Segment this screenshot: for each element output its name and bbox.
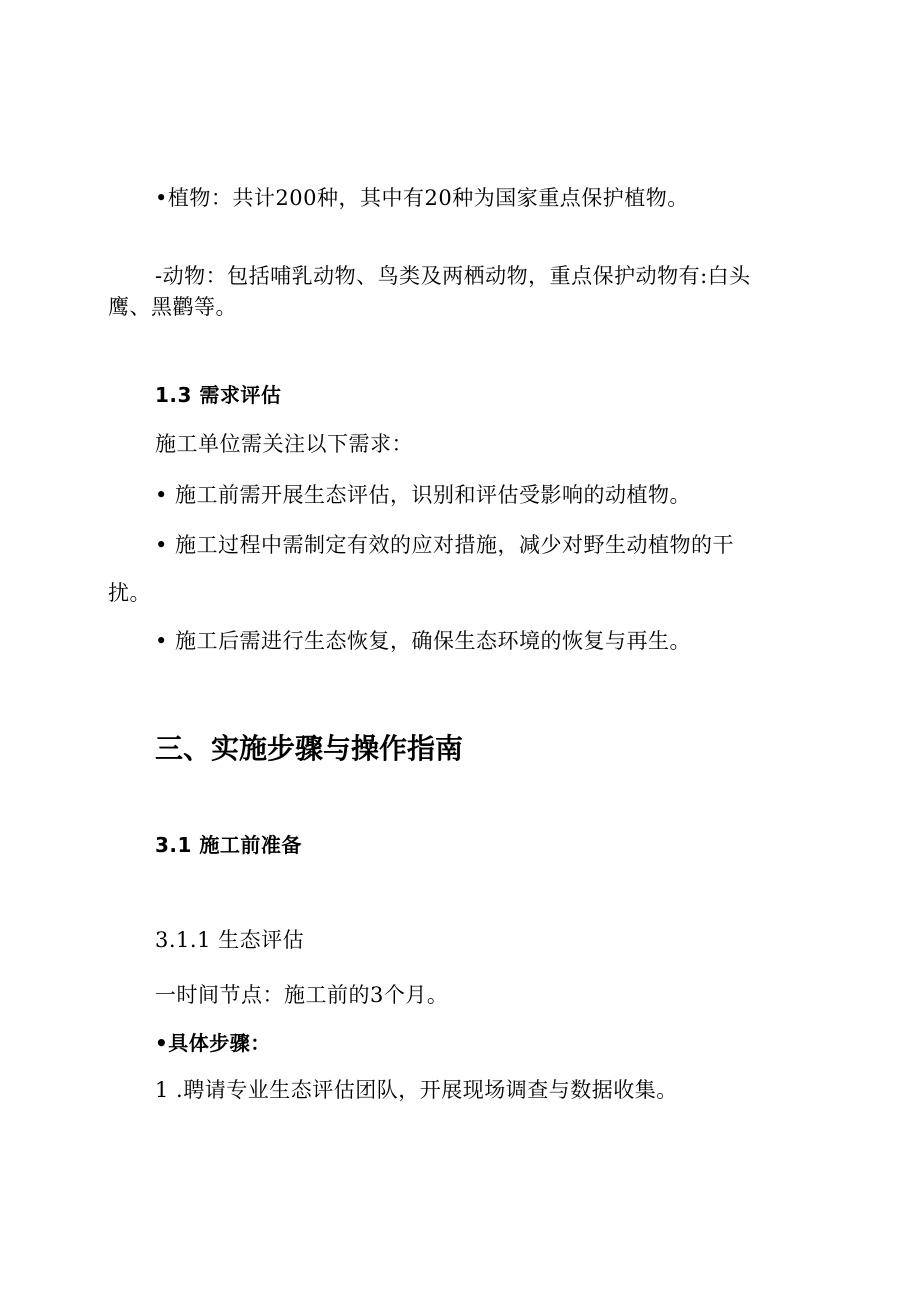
section-heading-1-3: 1.3 需求评估 <box>155 383 282 407</box>
need-item-1: • 施工前需开展生态评估，识别和评估受影响的动植物。 <box>155 483 692 507</box>
step-item-1: 1 .聘请专业生态评估团队，开展现场调查与数据收集。 <box>155 1078 678 1102</box>
animals-bullet-line-1: -动物：包括哺乳动物、鸟类及两栖动物，重点保护动物有:白头 <box>155 264 751 288</box>
section-heading-3-1: 3.1 施工前准备 <box>155 833 302 857</box>
steps-label: •具体步骤： <box>155 1031 271 1055</box>
need-item-2-line-1: • 施工过程中需制定有效的应对措施，减少对野生动植物的干 <box>155 533 735 557</box>
subsection-heading-3-1-1: 3.1.1 生态评估 <box>155 928 305 952</box>
animals-bullet-line-2: 鹰、黑鹳等。 <box>108 295 237 319</box>
time-node: 一时间节点：施工前的3个月。 <box>155 983 449 1007</box>
needs-intro: 施工单位需关注以下需求： <box>155 432 413 456</box>
need-item-3: • 施工后需进行生态恢复，确保生态环境的恢复与再生。 <box>155 629 692 653</box>
need-item-2-line-2: 扰。 <box>108 581 151 605</box>
plants-bullet: •植物：共计200种，其中有20种为国家重点保护植物。 <box>155 186 689 210</box>
chapter-heading-3: 三、实施步骤与操作指南 <box>155 732 464 765</box>
